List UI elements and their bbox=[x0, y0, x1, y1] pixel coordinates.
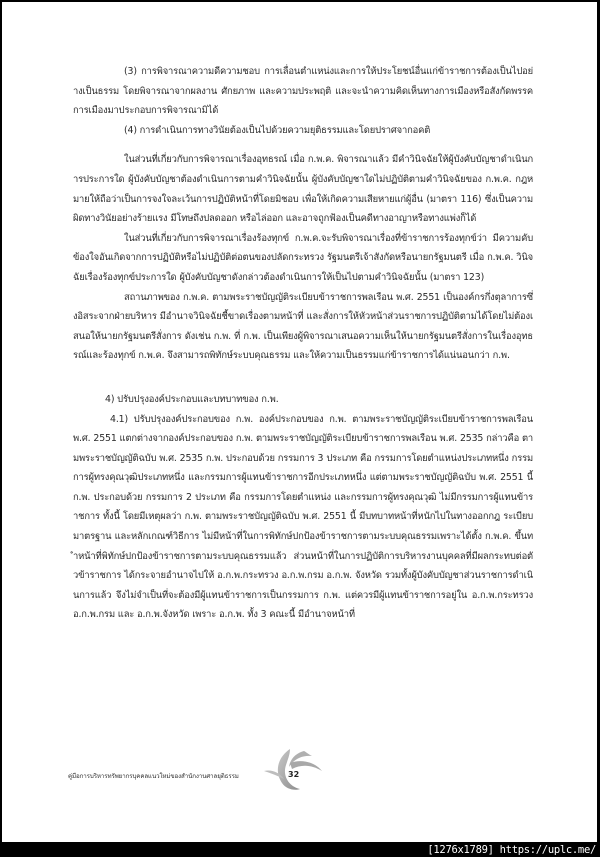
section-heading-4: 4) ปรับปรุงองค์ประกอบและบทบาทของ ก.พ. bbox=[105, 393, 279, 405]
paragraph-complaint: ในส่วนที่เกี่ยวกับการพิจารณาเรื่องร้องทุกข์ ก.พ.ค.จะรับพิจารณาเรื่องที่ข้าราชการร้องทุกข์ว่า มีความคับข้องใจอันเกิดจากการปฏิบัติหรือไม่ปฏิบัติต่อตนของปลัดกระทรวง รัฐมนตรีเจ้าสังกัดหรือนายกรัฐมนตรี เมื่อ ก.พ.ค. วินิจฉัยเรื่องร้องทุกข์ประการใด ผู้บังคับบัญชาดังกล่าวต้องดำเนินการให้เป็นไปตามคำวินิจฉัยนั้น (มาตรา 123) bbox=[73, 232, 533, 283]
page-content bbox=[73, 62, 533, 625]
page-number: 32 bbox=[288, 770, 300, 779]
paragraph-appeal: ในส่วนที่เกี่ยวกับการพิจารณาเรื่องอุทธรณ์ เมื่อ ก.พ.ค. พิจารณาแล้ว มีคำวินิจฉัยให้ผู้บังคับบัญชาดำเนินการประการใด ผู้บังคับบัญชาต้องดำเนินการตามคำวินิจฉัยนั้น ผู้บังคับบัญชาใดไม่ปฏิบัติตามคำวินิจฉัยของ ก.พ.ค. กฎหมายให้ถือว่าเป็นการจงใจละเว้นการปฏิบัติหน้าที่โดยมิชอบ เพื่อให้เกิดความเสียหายแก่ผู้อื่น (มาตรา 116) ซึ่งเป็นความผิดทางวินัยอย่างร้ายแรง มีโทษถึงปลดออก หรือไล่ออก และอาจถูกฟ้องเป็นคดีทางอาญาหรือทางแพ่งก็ได้ bbox=[73, 154, 533, 225]
spacer bbox=[73, 140, 533, 150]
subsection-4-1: 4.1) ปรับปรุงองค์ประกอบของ ก.พ. องค์ประกอบของ ก.พ. ตามพระราชบัญญัติระเบียบข้าราชการพลเรือน พ.ศ. 2551 แตกต่างจากองค์ประกอบของ ก.พ. ตามพระราชบัญญัติระเบียบข้าราชการพลเรือน พ.ศ. 2535 กล่าวคือ ตามพระราชบัญญัติฉบับ พ.ศ. 2535 ก.พ. ประกอบด้วย กรรมการ 3 ประเภท คือ กรรมการโดยตำแหน่งประเภทหนึ่ง กรรมการผู้ทรงคุณวุฒิประเภทหนึ่ง และกรรมการผู้แทนข้าราชการอีกประเภทหนึ่ง แต่ตามพระราชบัญญัติฉบับ พ.ศ. 2551 นี้ ก.พ. ประกอบด้วย กรรมการ 2 ประเภท คือ กรรมการโดยตำแหน่ง และกรรมการผู้ทรงคุณวุฒิ ไม่มีกรรมการผู้แทนข้าราชการ ทั้งนี้ โดยมีเหตุผลว่า ก.พ. ตามพระราชบัญญัติฉบับ พ.ศ. 2551 นี้ มีบทบาทหน้าที่หนักไปในทางออกกฎ ระเบียบ มาตรฐาน และหลักเกณฑ์วิธีการ ไม่มีหน้าที่ในการพิทักษ์ปกป้องข้าราชการตามระบบคุณธรรมเพราะได้ตั้ง ก.พ.ค. ขึ้นทำหน้าที่พิทักษ์ปกป้องข้าราชการตามระบบคุณธรรมแล้ว ส่วนหน้าที่ในการปฏิบัติการบริหารงานบุคคลที่มีผลกระทบต่อตัวข้าราชการ ได้กระจายอำนาจไปให้ อ.ก.พ.กระทรวง อ.ก.พ.กรม อ.ก.พ. จังหวัด รวมทั้งผู้บังคับบัญชาส่วนราชการดำเนินการแล้ว จึงไม่จำเป็นที่จะต้องมีผู้แทนข้าราชการเป็นกรรมการ ก.พ. แต่ควรมีผู้แทนข้าราชการอยู่ใน อ.ก.พ.กระทรวง อ.ก.พ.กรม และ อ.ก.พ.จังหวัด เพราะ อ.ก.พ. ทั้ง 3 คณะนี้ มีอำนาจหน้าที่ bbox=[73, 413, 533, 621]
document-page bbox=[2, 2, 597, 842]
page-footer bbox=[2, 747, 597, 817]
spacer bbox=[73, 366, 533, 390]
footer-title: คู่มือการบริหารทรัพยากรบุคคลแนวใหม่ของสำนักงานศาลยุติธรรม bbox=[68, 773, 239, 780]
paragraph-status: สถานภาพของ ก.พ.ค. ตามพระราชบัญญัติระเบียบข้าราชการพลเรือน พ.ศ. 2551 เป็นองค์กรกึ่งตุลาการซึ่งอิสระจากฝ่ายบริหาร มีอำนาจวินิจฉัยชี้ขาดเรื่องตามหน้าที่ และสั่งการให้หัวหน้าส่วนราชการปฏิบัติตามได้โดยไม่ต้องเสนอให้นายกรัฐมนตรีสั่งการ ดังเช่น ก.พ. ที่ ก.พ. เป็นเพียงผู้พิจารณาเสนอความเห็นให้นายกรัฐมนตรีสั่งการในเรื่องอุทธรณ์และร้องทุกข์ ก.พ.ค. จึงสามารถพิทักษ์ระบบคุณธรรม และให้ความเป็นธรรมแก่ข้าราชการได้แน่นอนกว่า ก.พ. bbox=[73, 291, 533, 362]
paragraph-item-3: (3) การพิจารณาความดีความชอบ การเลื่อนตำแหน่งและการให้ประโยชน์อื่นแก่ข้าราชการต้องเป็นไปอย่างเป็นธรรม โดยพิจารณาจากผลงาน ศักยภาพ และความประพฤติ และจะนำความคิดเห็นทางการเมืองหรือสังกัดพรรคการเมืองมาประกอบการพิจารณามิได้ bbox=[73, 66, 533, 117]
paragraph-item-4: (4) การดำเนินการทางวินัยต้องเป็นไปด้วยความยุติธรรมและโดยปราศจากอคติ bbox=[124, 124, 431, 136]
image-watermark: [1276x1789] https://uplc.me/ bbox=[427, 844, 596, 856]
